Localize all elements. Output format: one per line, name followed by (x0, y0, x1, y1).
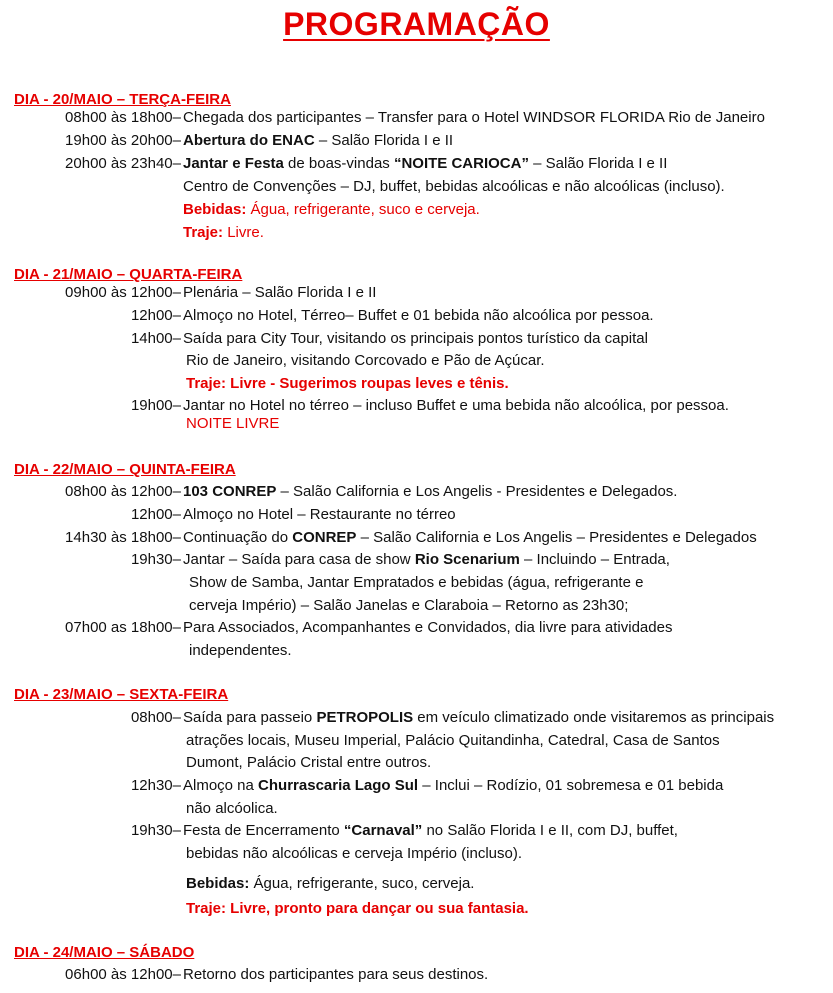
page-title: PROGRAMAÇÃO (283, 6, 550, 42)
drinks-text (186, 875, 474, 893)
event-name: Churrascaria Lago Sul (258, 777, 419, 794)
event-name: 103 CONREP (183, 483, 277, 500)
schedule-time: 08h00 às 18h00– (65, 109, 181, 126)
schedule-text-part: – Inclui – Rodízio, 01 sobremesa e 01 bebida (418, 777, 724, 794)
event-name: “NOITE CARIOCA” (393, 155, 529, 172)
schedule-time: 08h00 às 12h00– (65, 483, 181, 500)
drinks-text (183, 201, 480, 219)
day-header-20-maio: DIA - 20/MAIO – TERÇA-FEIRA (14, 91, 231, 108)
schedule-text-part: em veículo climatizado onde visitaremos as principais (413, 709, 775, 726)
day-header-24-maio: DIA - 24/MAIO – SÁBADO (14, 944, 195, 961)
schedule-time: 12h00– (130, 506, 181, 523)
schedule-text (183, 529, 757, 547)
schedule-text (183, 132, 453, 150)
event-name: Jantar e Festa (183, 155, 284, 172)
schedule-text: Retorno dos participantes para seus destinos. (183, 966, 489, 983)
event-name: CONREP (292, 529, 357, 546)
schedule-text (183, 777, 723, 795)
schedule-text: Show de Samba, Jantar Empratados e bebidas (água, refrigerante e (189, 574, 644, 591)
schedule-text: Saída para City Tour, visitando os principais pontos turístico da capital (183, 330, 648, 347)
schedule-time: 20h00 às 23h40– (65, 155, 181, 172)
drinks-value: Água, refrigerante, suco e cerveja. (246, 201, 480, 218)
schedule-text: Rio de Janeiro, visitando Corcovado e Pão de Açúcar. (186, 352, 545, 369)
schedule-time: 19h00– (130, 397, 181, 414)
dress-code-label: Traje: (183, 224, 224, 241)
schedule-text-part: Almoço na (183, 777, 259, 794)
schedule-text (183, 483, 677, 501)
schedule-text-part: – Salão California e Los Angelis - Presidentes e Delegados. (276, 483, 678, 500)
day-header-21-maio: DIA - 21/MAIO – QUARTA-FEIRA (14, 266, 243, 283)
schedule-time: 12h30– (130, 777, 181, 794)
schedule-text-part: – Incluindo – Entrada, (519, 551, 670, 568)
schedule-text (183, 709, 774, 727)
day-header-23-maio: DIA - 23/MAIO – SEXTA-FEIRA (14, 686, 229, 703)
schedule-text: independentes. (189, 642, 292, 659)
schedule-text: bebidas não alcoólicas e cerveja Império (incluso). (186, 845, 523, 862)
schedule-text (183, 155, 667, 173)
schedule-text: Jantar no Hotel no térreo – incluso Buffet e uma bebida não alcoólica, por pessoa. (183, 397, 729, 414)
schedule-text: Chegada dos participantes – Transfer para o Hotel WINDSOR FLORIDA Rio de Janeiro (183, 109, 765, 126)
schedule-text-part: no Salão Florida I e II, com DJ, buffet, (422, 822, 678, 839)
schedule-time: 06h00 às 12h00– (65, 966, 181, 983)
schedule-time: 19h30– (130, 822, 181, 839)
event-name: “Carnaval” (343, 822, 423, 839)
dress-code-value: Livre. (223, 224, 264, 241)
free-night-text: NOITE LIVRE (186, 415, 280, 432)
schedule-time: 12h00– (130, 307, 181, 324)
dress-code-text: Traje: Livre - Sugerimos roupas leves e tênis. (186, 375, 509, 392)
schedule-text-part: Saída para passeio (183, 709, 317, 726)
event-name: Abertura do ENAC (183, 132, 315, 149)
schedule-text: Plenária – Salão Florida I e II (183, 284, 377, 301)
dress-code-text: Traje: Livre, pronto para dançar ou sua fantasia. (186, 900, 529, 917)
schedule-time: 08h00– (130, 709, 181, 726)
schedule-text-part: – Salão Florida I e II (528, 155, 668, 172)
schedule-text-part: Continuação do (183, 529, 293, 546)
drinks-value: Água, refrigerante, suco, cerveja. (249, 875, 475, 892)
schedule-time: 07h00 as 18h00– (65, 619, 181, 636)
schedule-text: Centro de Convenções – DJ, buffet, bebidas alcoólicas e não alcoólicas (incluso). (183, 178, 725, 195)
schedule-text: atrações locais, Museu Imperial, Palácio Quitandinha, Catedral, Casa de Santos (186, 732, 720, 749)
schedule-text: não alcóolica. (186, 800, 278, 817)
schedule-time: 14h30 às 18h00– (65, 529, 181, 546)
drinks-label: Bebidas: (183, 201, 247, 218)
drinks-label: Bebidas: (186, 875, 250, 892)
schedule-text-part: – Salão Florida I e II (314, 132, 454, 149)
schedule-text-part: – Salão California e Los Angelis – Presidentes e Delegados (356, 529, 757, 546)
schedule-time: 19h30– (130, 551, 181, 568)
schedule-text: Dumont, Palácio Cristal entre outros. (186, 754, 432, 771)
event-name: Rio Scenarium (414, 551, 520, 568)
schedule-time: 09h00 às 12h00– (65, 284, 181, 301)
schedule-text-part: Festa de Encerramento (183, 822, 344, 839)
schedule-text-part: Jantar – Saída para casa de show (183, 551, 415, 568)
dress-code-text (183, 224, 264, 242)
day-header-22-maio: DIA - 22/MAIO – QUINTA-FEIRA (14, 461, 236, 478)
schedule-text: Almoço no Hotel – Restaurante no térreo (183, 506, 456, 523)
schedule-text-part: de boas-vindas (283, 155, 394, 172)
schedule-time: 14h00– (130, 330, 181, 347)
schedule-text (183, 822, 678, 840)
schedule-time: 19h00 às 20h00– (65, 132, 181, 149)
schedule-text (183, 551, 670, 569)
schedule-text: Almoço no Hotel, Térreo– Buffet e 01 bebida não alcoólica por pessoa. (183, 307, 654, 324)
event-name: PETROPOLIS (316, 709, 414, 726)
schedule-text: Para Associados, Acompanhantes e Convidados, dia livre para atividades (183, 619, 673, 636)
schedule-text: cerveja Império) – Salão Janelas e Claraboia – Retorno as 23h30; (189, 597, 629, 614)
